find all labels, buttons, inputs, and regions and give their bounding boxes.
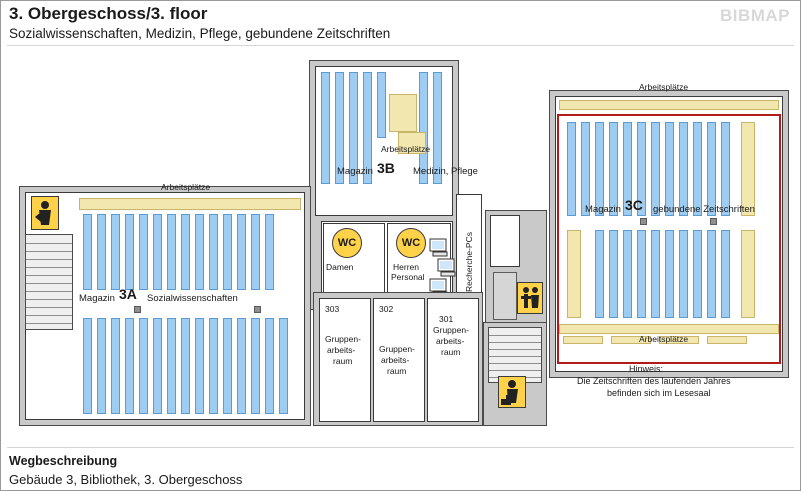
footer-heading: Wegbeschreibung — [9, 454, 118, 468]
pillar — [640, 218, 647, 225]
shelf — [721, 230, 730, 318]
shelf — [609, 230, 618, 318]
shelf — [139, 318, 148, 414]
workspace-label-3c-top: Arbeitsplätze — [639, 82, 689, 92]
magazin-label-3a: Magazin — [79, 293, 115, 304]
shelf — [265, 318, 274, 414]
room-302-line1: Gruppen- — [379, 344, 415, 354]
workspace-label-3a: Arbeitsplätze — [161, 182, 211, 192]
recherche-pcs-label: Recherche-PCs — [464, 232, 474, 292]
shelf — [595, 122, 604, 216]
wc-herren-icon — [396, 228, 426, 258]
zone-subject-3c: gebundene Zeitschriften — [653, 204, 755, 215]
workspace-strip-3a — [79, 198, 301, 210]
shelf — [609, 122, 618, 216]
shaft-hatch — [493, 272, 517, 320]
shelf — [209, 318, 218, 414]
room-elevator-lobby — [490, 215, 520, 267]
workspace-cluster-3b — [389, 94, 417, 132]
hint-line3: befinden sich im Lesesaal — [607, 388, 711, 398]
shelf — [237, 318, 246, 414]
workspace-column — [741, 230, 755, 318]
workspace-column — [567, 230, 581, 318]
pillar — [134, 306, 141, 313]
room-number-303: 303 — [325, 304, 340, 314]
magazin-label-3c: Magazin — [585, 204, 621, 215]
zone-code-3a: 3A — [119, 286, 137, 302]
shelf — [181, 318, 190, 414]
shelf — [637, 230, 646, 318]
room-302-line3: raum — [387, 366, 407, 376]
staircase-right — [488, 327, 542, 383]
shelf — [623, 230, 632, 318]
shelf — [223, 214, 232, 290]
wc-sign-herren: WC — [401, 237, 421, 249]
shelf — [721, 122, 730, 216]
shelf — [251, 318, 260, 414]
shelf — [97, 214, 106, 290]
shelf — [139, 214, 148, 290]
hint-line2: Die Zeitschriften des laufenden Jahres — [577, 376, 731, 386]
footer-divider — [7, 447, 794, 448]
shelf — [651, 230, 660, 318]
brand-logo: BIBMAP — [719, 6, 790, 25]
shelf — [153, 318, 162, 414]
shelf — [279, 318, 288, 414]
elevator-icon — [517, 282, 543, 314]
shelf — [679, 230, 688, 318]
workspace-strip-3c-top — [559, 100, 779, 110]
wc-herren-label: Herren — [393, 262, 419, 272]
shelf — [195, 318, 204, 414]
shelf — [581, 122, 590, 216]
workspace-strip-3c-bottom — [559, 324, 779, 334]
room-303-line1: Gruppen- — [325, 334, 361, 344]
shelf — [567, 122, 576, 216]
room-number-301: 301 — [439, 314, 454, 324]
wc-sign-damen: WC — [337, 237, 357, 249]
shelf — [237, 214, 246, 290]
room-303-line2: arbeits- — [327, 345, 356, 355]
shelf — [377, 72, 386, 138]
shelf — [209, 214, 218, 290]
floorplan-canvas — [1, 46, 800, 446]
shelf — [83, 214, 92, 290]
room-301-line1: Gruppen- — [433, 325, 469, 335]
shelf — [707, 122, 716, 216]
room-302-line2: arbeits- — [381, 355, 410, 365]
page-subtitle: Sozialwissenschaften, Medizin, Pflege, gebundene Zeitschriften — [9, 26, 391, 41]
zone-code-3c: 3C — [625, 197, 643, 213]
room-301-line3: raum — [441, 347, 461, 357]
shelf — [97, 318, 106, 414]
shelf — [693, 230, 702, 318]
hint-line1: Hinweis: — [629, 364, 664, 374]
page-header — [1, 1, 800, 46]
shelf — [111, 214, 120, 290]
stairs-icon-right — [498, 376, 526, 408]
shelf — [595, 230, 604, 318]
shelf — [125, 318, 134, 414]
room-303-line3: raum — [333, 356, 353, 366]
workspace-label-3c-bottom: Arbeitsplätze — [639, 334, 689, 344]
shelf — [251, 214, 260, 290]
shelf — [321, 72, 330, 184]
wc-personal-label: Personal — [391, 272, 425, 282]
shelf — [693, 122, 702, 216]
wc-damen-label: Damen — [326, 262, 354, 272]
shelf — [679, 122, 688, 216]
pc-icon — [429, 238, 451, 258]
pillar — [710, 218, 717, 225]
room-301-line2: arbeits- — [436, 336, 465, 346]
shelf — [223, 318, 232, 414]
zone-code-3b: 3B — [377, 160, 395, 176]
shelf — [651, 122, 660, 216]
pc-icon — [437, 258, 459, 278]
shelf — [153, 214, 162, 290]
shelf — [195, 214, 204, 290]
magazin-label-3b: Magazin — [337, 166, 373, 177]
desk-run — [707, 336, 747, 344]
shelf — [665, 230, 674, 318]
pillar — [254, 306, 261, 313]
workspace-label-3b: Arbeitsplätze — [381, 144, 431, 154]
shelf — [707, 230, 716, 318]
room-number-302: 302 — [379, 304, 394, 314]
shelf — [665, 122, 674, 216]
workspace-column — [741, 122, 755, 216]
staircase-left — [25, 234, 73, 330]
wc-damen-icon — [332, 228, 362, 258]
elevator-icon-3a — [31, 196, 59, 230]
shelf — [167, 214, 176, 290]
desk-run — [563, 336, 603, 344]
footer-text: Gebäude 3, Bibliothek, 3. Obergeschoss — [9, 472, 243, 487]
zone-subject-3b: Medizin, Pflege — [413, 166, 478, 177]
shelf — [83, 318, 92, 414]
page-title: 3. Obergeschoss/3. floor — [9, 4, 208, 23]
shelf — [167, 318, 176, 414]
zone-subject-3a: Sozialwissenschaften — [147, 293, 238, 304]
shelf — [181, 214, 190, 290]
shelf — [265, 214, 274, 290]
shelf — [111, 318, 120, 414]
shelf — [125, 214, 134, 290]
